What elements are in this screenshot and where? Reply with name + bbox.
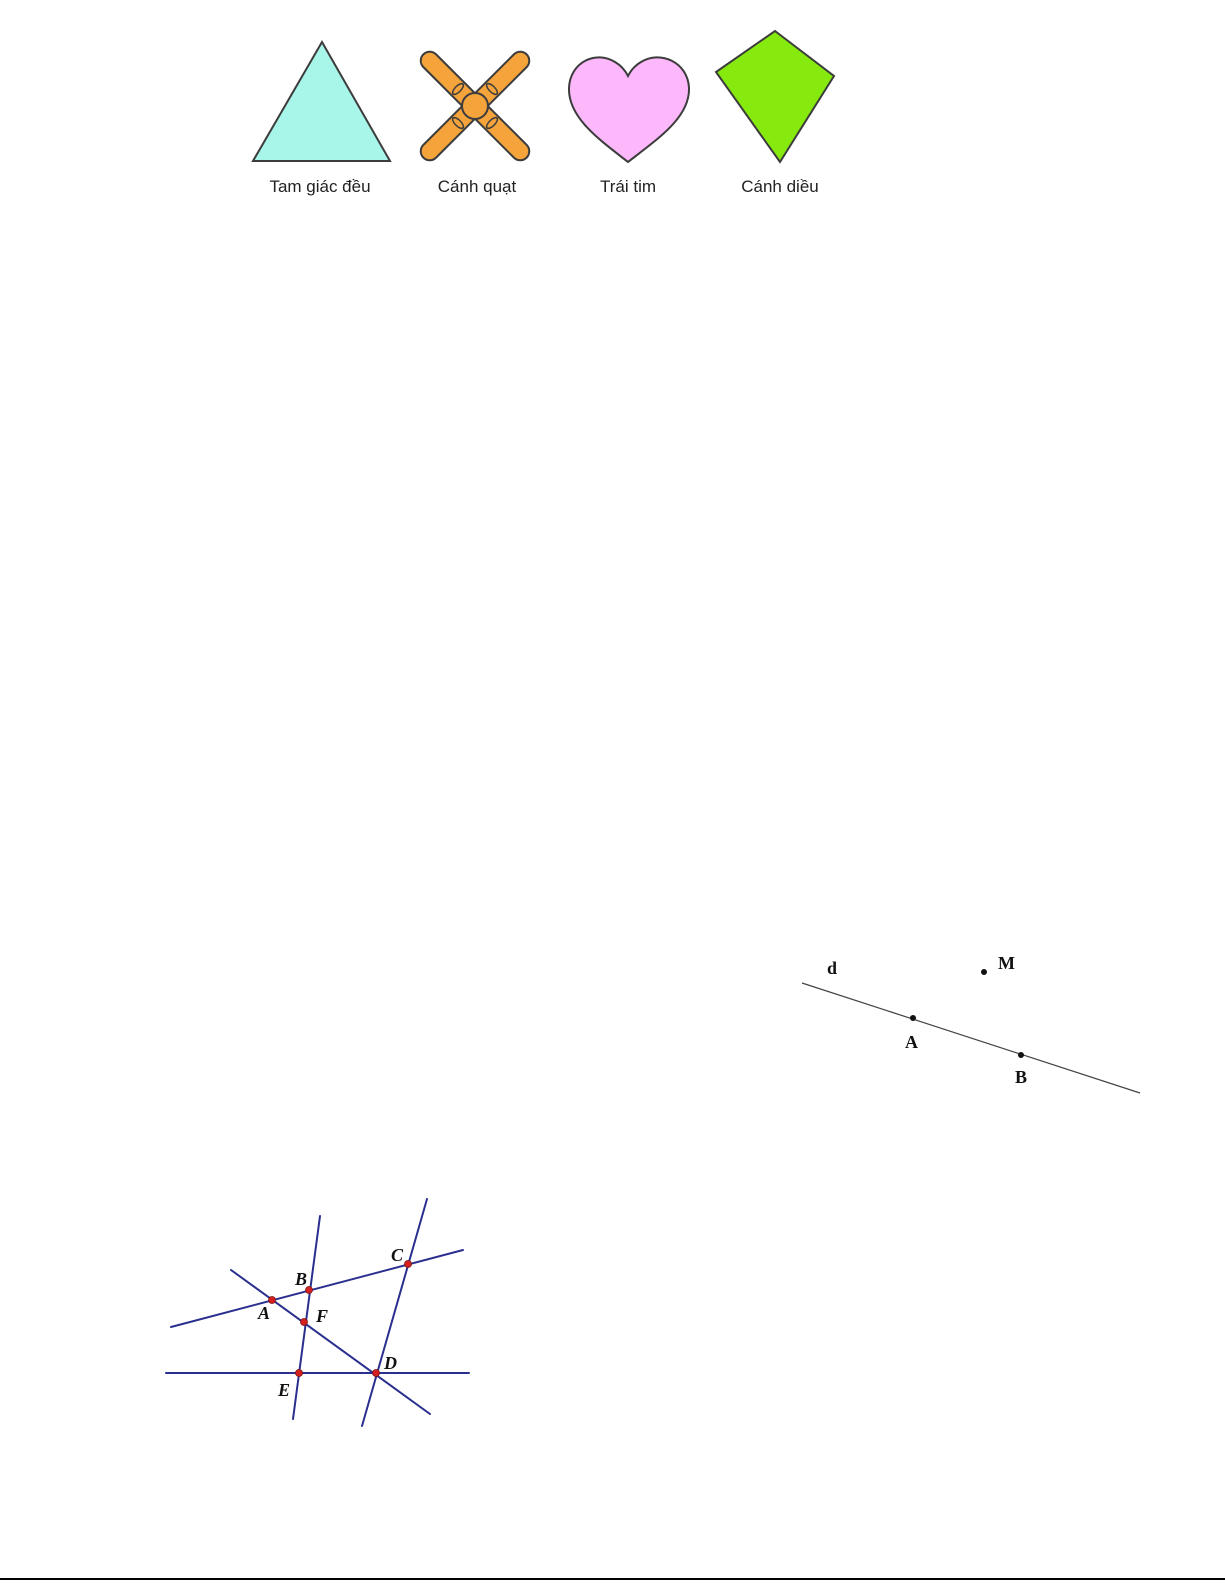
intersection-figure — [166, 1199, 469, 1426]
triangle-figure — [253, 42, 390, 196]
fan-label: Cánh quạt — [437, 177, 517, 196]
point-c-mark — [405, 1261, 412, 1268]
page-bottom-rule — [0, 1578, 1225, 1580]
line-d — [802, 983, 1140, 1093]
fan-figure — [417, 48, 533, 196]
point-a-text: A — [258, 1303, 271, 1323]
point-b-label: B — [1015, 1067, 1028, 1087]
point-b — [1018, 1052, 1024, 1058]
point-m — [981, 969, 987, 975]
point-c-text: C — [391, 1245, 404, 1265]
heart-shape — [569, 57, 689, 162]
point-b-text: B — [295, 1269, 308, 1289]
point-m-label: M — [998, 953, 1015, 973]
point-e-mark — [296, 1370, 303, 1377]
fan-hub — [462, 93, 488, 119]
kite-shape — [716, 31, 834, 162]
line-cd — [362, 1199, 427, 1426]
line-d-figure — [802, 953, 1140, 1093]
kite-figure — [716, 31, 834, 196]
heart-label: Trái tim — [599, 177, 657, 196]
point-a-label: A — [905, 1032, 918, 1052]
equilateral-triangle-shape — [253, 42, 390, 161]
point-f-mark — [301, 1319, 308, 1326]
point-a — [910, 1015, 916, 1021]
point-d-mark — [373, 1370, 380, 1377]
heart-figure — [569, 57, 689, 196]
point-e-text: E — [278, 1380, 291, 1400]
triangle-label: Tam giác đều — [269, 177, 371, 196]
point-d-text: D — [384, 1353, 397, 1373]
kite-label: Cánh diều — [741, 177, 819, 196]
line-d-label: d — [827, 958, 838, 978]
point-f-text: F — [316, 1306, 329, 1326]
